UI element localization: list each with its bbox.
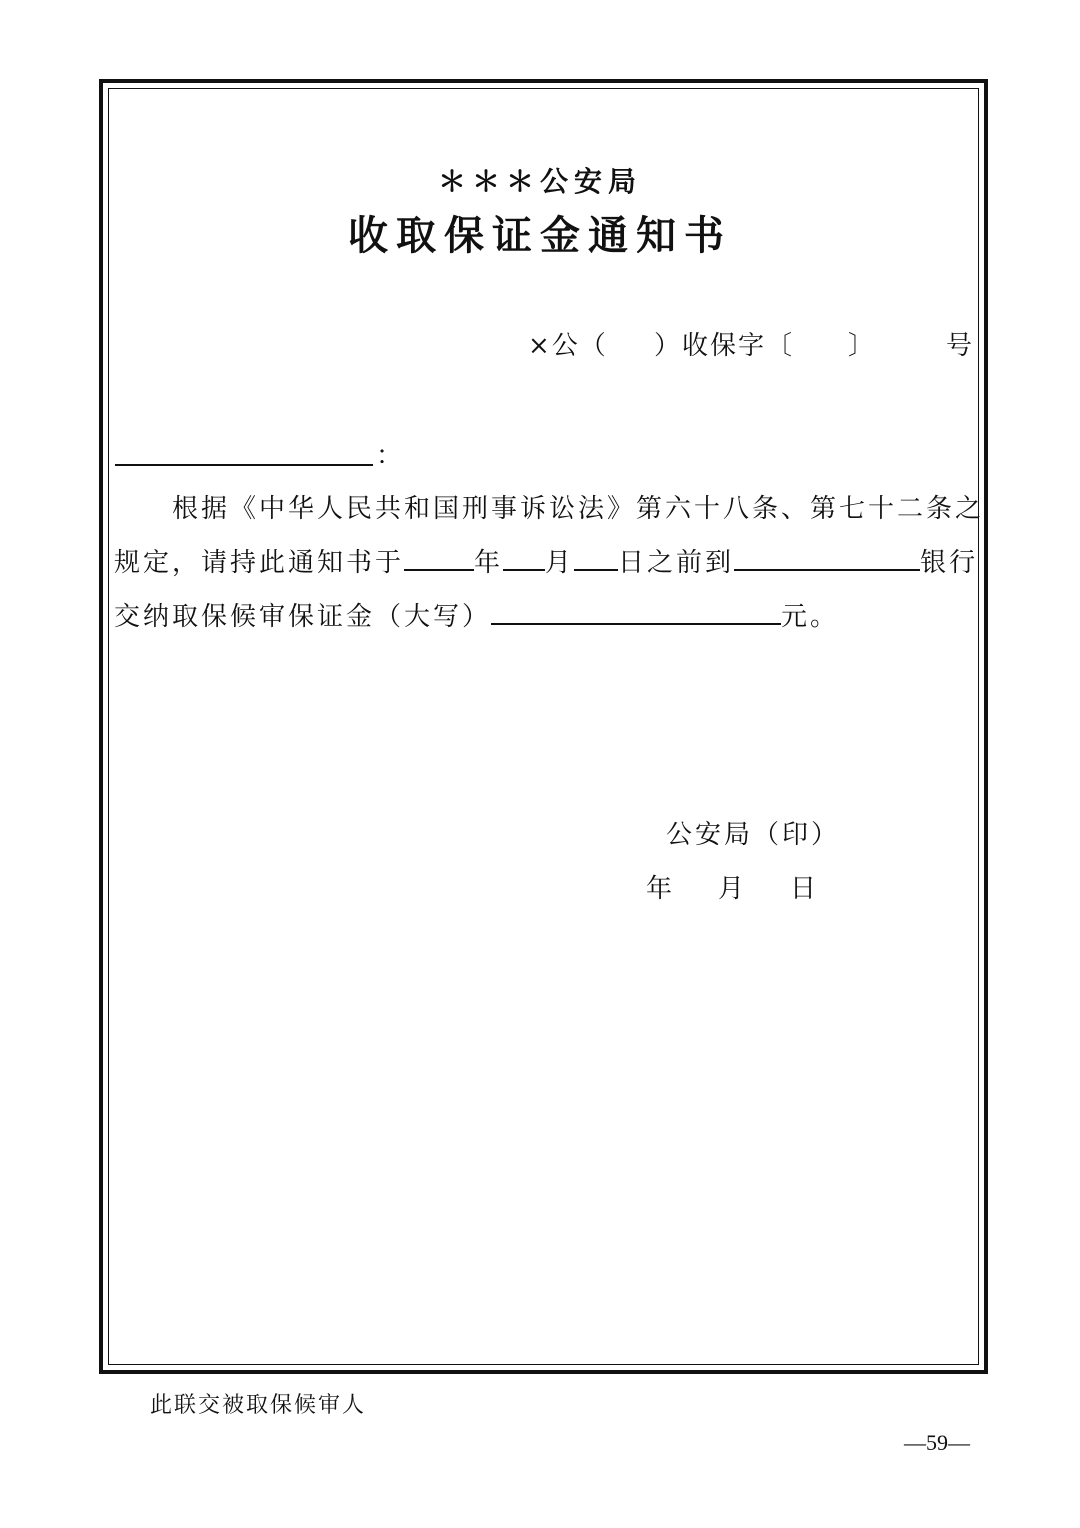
- date-month: 月: [718, 874, 745, 904]
- date-year: 年: [646, 874, 673, 904]
- addressee-colon: ：: [376, 441, 403, 471]
- day-blank[interactable]: [574, 543, 618, 571]
- year-label: 年: [474, 548, 504, 578]
- copy-recipient-note: 此联交被取保候审人: [150, 1393, 367, 1418]
- month-blank[interactable]: [503, 543, 545, 571]
- bank-blank[interactable]: [734, 543, 920, 571]
- body-line-2: [114, 542, 978, 579]
- date-day: 日: [790, 874, 817, 904]
- year-blank[interactable]: [404, 543, 474, 571]
- form-inner-border: [108, 88, 979, 1365]
- agency-name: ＊＊＊公安局: [437, 165, 642, 198]
- bank-label: 银行: [920, 548, 979, 578]
- amount-blank[interactable]: [491, 597, 781, 625]
- body-line-1: 根据《中华人民共和国刑事诉讼法》第六十八条、第七十二条之: [172, 494, 985, 524]
- doc-number-bracket-close: 〕: [848, 331, 877, 361]
- form-outer-border: [99, 79, 988, 1374]
- yuan-label: 元。: [781, 602, 840, 632]
- day-label: 日之前到: [618, 548, 735, 578]
- body-line-3-prefix: 交纳取保候审保证金（大写）: [114, 602, 492, 632]
- doc-number-prefix: ×公（: [528, 331, 608, 361]
- signature-date: [646, 868, 816, 905]
- body-line-2-prefix: 规定，请持此通知书于: [114, 548, 405, 578]
- addressee-blank[interactable]: [115, 440, 373, 466]
- doc-number-suffix: 号: [946, 331, 975, 361]
- document-title: 收取保证金通知书: [348, 212, 732, 259]
- doc-number-middle: ）收保字〔: [654, 331, 795, 361]
- page-number: —59—: [904, 1430, 970, 1455]
- body-line-3: [114, 596, 839, 633]
- month-label: 月: [545, 548, 575, 578]
- issuer-seal: 公安局（印）: [666, 820, 841, 850]
